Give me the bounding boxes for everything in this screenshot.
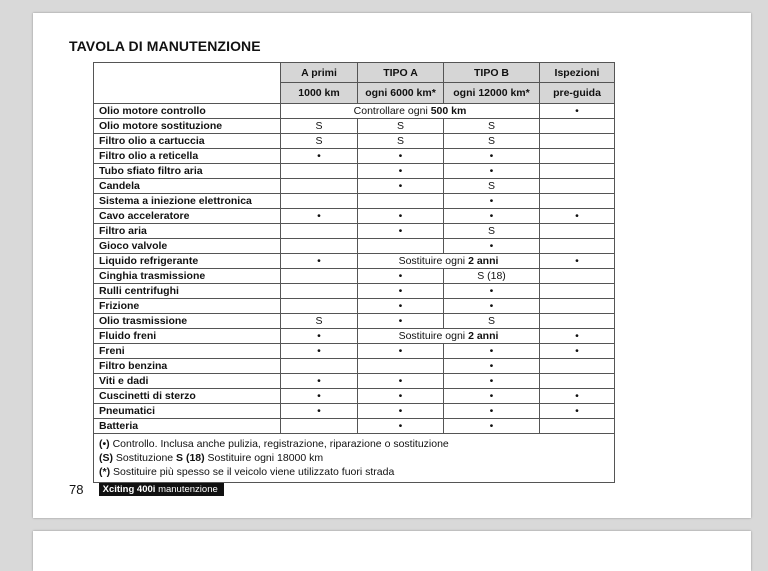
page-number: 78 bbox=[69, 482, 84, 497]
row-label: Viti e dadi bbox=[94, 374, 281, 389]
cell-pre-guida bbox=[540, 149, 615, 164]
row-label: Sistema a iniezione elettronica bbox=[94, 194, 281, 209]
cell-pre-guida bbox=[540, 269, 615, 284]
cell-tipo-b: S bbox=[444, 314, 540, 329]
page-title: TAVOLA DI MANUTENZIONE bbox=[69, 38, 261, 54]
table-row bbox=[94, 389, 615, 404]
cell-a-primi: • bbox=[281, 329, 358, 344]
table-row bbox=[94, 254, 615, 269]
table-row bbox=[94, 224, 615, 239]
cell-tipo-b: • bbox=[444, 209, 540, 224]
cell-tipo-b: • bbox=[444, 404, 540, 419]
table-row bbox=[94, 314, 615, 329]
row-label: Cinghia trasmissione bbox=[94, 269, 281, 284]
cell-tipo-b: S (18) bbox=[444, 269, 540, 284]
cell-pre-guida bbox=[540, 419, 615, 434]
cell-pre-guida: • bbox=[540, 344, 615, 359]
legend-line-replace: (S) Sostituzione S (18) Sostituire ogni 18000 km bbox=[99, 452, 324, 464]
cell-a-primi: • bbox=[281, 344, 358, 359]
row-label: Tubo sfiato filtro aria bbox=[94, 164, 281, 179]
cell-pre-guida bbox=[540, 239, 615, 254]
cell-a-primi bbox=[281, 239, 358, 254]
row-label: Olio trasmissione bbox=[94, 314, 281, 329]
cell-tipo-a: • bbox=[358, 224, 444, 239]
cell-a-primi: • bbox=[281, 389, 358, 404]
cell-pre-guida: • bbox=[540, 254, 615, 269]
cell-pre-guida bbox=[540, 119, 615, 134]
table-row bbox=[94, 119, 615, 134]
cell-a-primi bbox=[281, 179, 358, 194]
cell-tipo-a: • bbox=[358, 314, 444, 329]
legend-line-offroad: (*) Sostituire più spesso se il veicolo viene utilizzato fuori strada bbox=[99, 466, 395, 478]
table-row bbox=[94, 179, 615, 194]
table-row bbox=[94, 359, 615, 374]
cell-tipo-b: • bbox=[444, 284, 540, 299]
cell-tipo-b: • bbox=[444, 389, 540, 404]
cell-a-primi: S bbox=[281, 314, 358, 329]
row-label: Gioco valvole bbox=[94, 239, 281, 254]
header-col3-line2: ogni 12000 km* bbox=[444, 83, 540, 104]
table-row bbox=[94, 134, 615, 149]
merged-cell: Controllare ogni 500 km bbox=[281, 104, 540, 119]
cell-a-primi bbox=[281, 224, 358, 239]
cell-tipo-b: S bbox=[444, 179, 540, 194]
row-label: Olio motore controllo bbox=[94, 104, 281, 119]
row-label: Batteria bbox=[94, 419, 281, 434]
merged-cell: Sostituire ogni 2 anni bbox=[358, 329, 540, 344]
header-col2-line2: ogni 6000 km* bbox=[358, 83, 444, 104]
table-row bbox=[94, 329, 615, 344]
cell-tipo-a: • bbox=[358, 164, 444, 179]
merged-cell: Sostituire ogni 2 anni bbox=[358, 254, 540, 269]
cell-tipo-a: • bbox=[358, 269, 444, 284]
header-blank bbox=[94, 63, 281, 104]
row-label: Olio motore sostituzione bbox=[94, 119, 281, 134]
row-label: Cavo acceleratore bbox=[94, 209, 281, 224]
cell-pre-guida: • bbox=[540, 404, 615, 419]
row-label: Fluido freni bbox=[94, 329, 281, 344]
cell-tipo-a: • bbox=[358, 284, 444, 299]
document-page bbox=[33, 13, 751, 518]
cell-pre-guida bbox=[540, 299, 615, 314]
table-row bbox=[94, 164, 615, 179]
cell-tipo-b: • bbox=[444, 344, 540, 359]
cell-tipo-b: • bbox=[444, 194, 540, 209]
cell-a-primi: • bbox=[281, 404, 358, 419]
row-label: Filtro olio a cartuccia bbox=[94, 134, 281, 149]
cell-tipo-b: • bbox=[444, 239, 540, 254]
row-label: Rulli centrifughi bbox=[94, 284, 281, 299]
cell-tipo-a: • bbox=[358, 344, 444, 359]
cell-tipo-b: S bbox=[444, 134, 540, 149]
cell-tipo-b: • bbox=[444, 149, 540, 164]
cell-tipo-a: • bbox=[358, 419, 444, 434]
cell-pre-guida bbox=[540, 284, 615, 299]
cell-pre-guida bbox=[540, 179, 615, 194]
cell-tipo-a: • bbox=[358, 374, 444, 389]
table-row bbox=[94, 239, 615, 254]
cell-a-primi: • bbox=[281, 374, 358, 389]
cell-pre-guida bbox=[540, 134, 615, 149]
row-label: Liquido refrigerante bbox=[94, 254, 281, 269]
cell-tipo-a bbox=[358, 194, 444, 209]
cell-tipo-a: • bbox=[358, 299, 444, 314]
cell-tipo-a: • bbox=[358, 179, 444, 194]
cell-a-primi bbox=[281, 194, 358, 209]
cell-tipo-a: • bbox=[358, 149, 444, 164]
cell-pre-guida bbox=[540, 224, 615, 239]
table-row bbox=[94, 149, 615, 164]
section-tag: Xciting 400i manutenzione bbox=[99, 483, 224, 496]
cell-tipo-a bbox=[358, 239, 444, 254]
cell-tipo-b: • bbox=[444, 299, 540, 314]
table-row bbox=[94, 299, 615, 314]
cell-a-primi bbox=[281, 269, 358, 284]
row-label: Filtro aria bbox=[94, 224, 281, 239]
cell-pre-guida bbox=[540, 359, 615, 374]
legend-row bbox=[94, 434, 615, 483]
cell-tipo-a: • bbox=[358, 209, 444, 224]
row-label: Filtro benzina bbox=[94, 359, 281, 374]
cell-a-primi bbox=[281, 284, 358, 299]
cell-pre-guida: • bbox=[540, 209, 615, 224]
cell-pre-guida: • bbox=[540, 329, 615, 344]
table-row bbox=[94, 194, 615, 209]
next-page bbox=[33, 531, 751, 571]
table-row bbox=[94, 284, 615, 299]
row-label: Pneumatici bbox=[94, 404, 281, 419]
cell-pre-guida bbox=[540, 164, 615, 179]
row-label: Cuscinetti di sterzo bbox=[94, 389, 281, 404]
cell-a-primi bbox=[281, 299, 358, 314]
cell-tipo-a: • bbox=[358, 404, 444, 419]
page-footer bbox=[69, 482, 224, 497]
legend bbox=[94, 434, 615, 483]
cell-tipo-a: • bbox=[358, 389, 444, 404]
cell-a-primi bbox=[281, 164, 358, 179]
row-label: Filtro olio a reticella bbox=[94, 149, 281, 164]
header-col4-line1: Ispezioni bbox=[540, 63, 615, 83]
header-col3-line1: TIPO B bbox=[444, 63, 540, 83]
cell-a-primi: • bbox=[281, 209, 358, 224]
cell-tipo-b: • bbox=[444, 374, 540, 389]
cell-a-primi: S bbox=[281, 119, 358, 134]
row-label: Candela bbox=[94, 179, 281, 194]
cell-pre-guida bbox=[540, 194, 615, 209]
cell-a-primi: • bbox=[281, 254, 358, 269]
cell-tipo-b: S bbox=[444, 119, 540, 134]
cell-tipo-b: • bbox=[444, 359, 540, 374]
cell-a-primi bbox=[281, 359, 358, 374]
cell-pre-guida bbox=[540, 314, 615, 329]
table-row bbox=[94, 104, 615, 119]
table-row bbox=[94, 404, 615, 419]
cell-tipo-b: • bbox=[444, 419, 540, 434]
table-row bbox=[94, 419, 615, 434]
cell-a-primi: S bbox=[281, 134, 358, 149]
header-col1-line2: 1000 km bbox=[281, 83, 358, 104]
cell-a-primi: • bbox=[281, 149, 358, 164]
row-label: Freni bbox=[94, 344, 281, 359]
table-row bbox=[94, 374, 615, 389]
maintenance-table bbox=[93, 62, 615, 483]
header-col1-line1: A primi bbox=[281, 63, 358, 83]
table-row bbox=[94, 269, 615, 284]
cell-tipo-a: S bbox=[358, 119, 444, 134]
cell-tipo-b: • bbox=[444, 164, 540, 179]
cell-a-primi bbox=[281, 419, 358, 434]
cell-pre-guida bbox=[540, 374, 615, 389]
header-col4-line2: pre-guida bbox=[540, 83, 615, 104]
legend-line-control: (•) Controllo. Inclusa anche pulizia, registrazione, riparazione o sostituzione bbox=[99, 438, 449, 450]
cell-tipo-a: S bbox=[358, 134, 444, 149]
cell-tipo-b: S bbox=[444, 224, 540, 239]
row-label: Frizione bbox=[94, 299, 281, 314]
header-col2-line1: TIPO A bbox=[358, 63, 444, 83]
cell-tipo-a bbox=[358, 359, 444, 374]
table-row bbox=[94, 209, 615, 224]
cell-pre-guida: • bbox=[540, 104, 615, 119]
table-row bbox=[94, 344, 615, 359]
cell-pre-guida: • bbox=[540, 389, 615, 404]
